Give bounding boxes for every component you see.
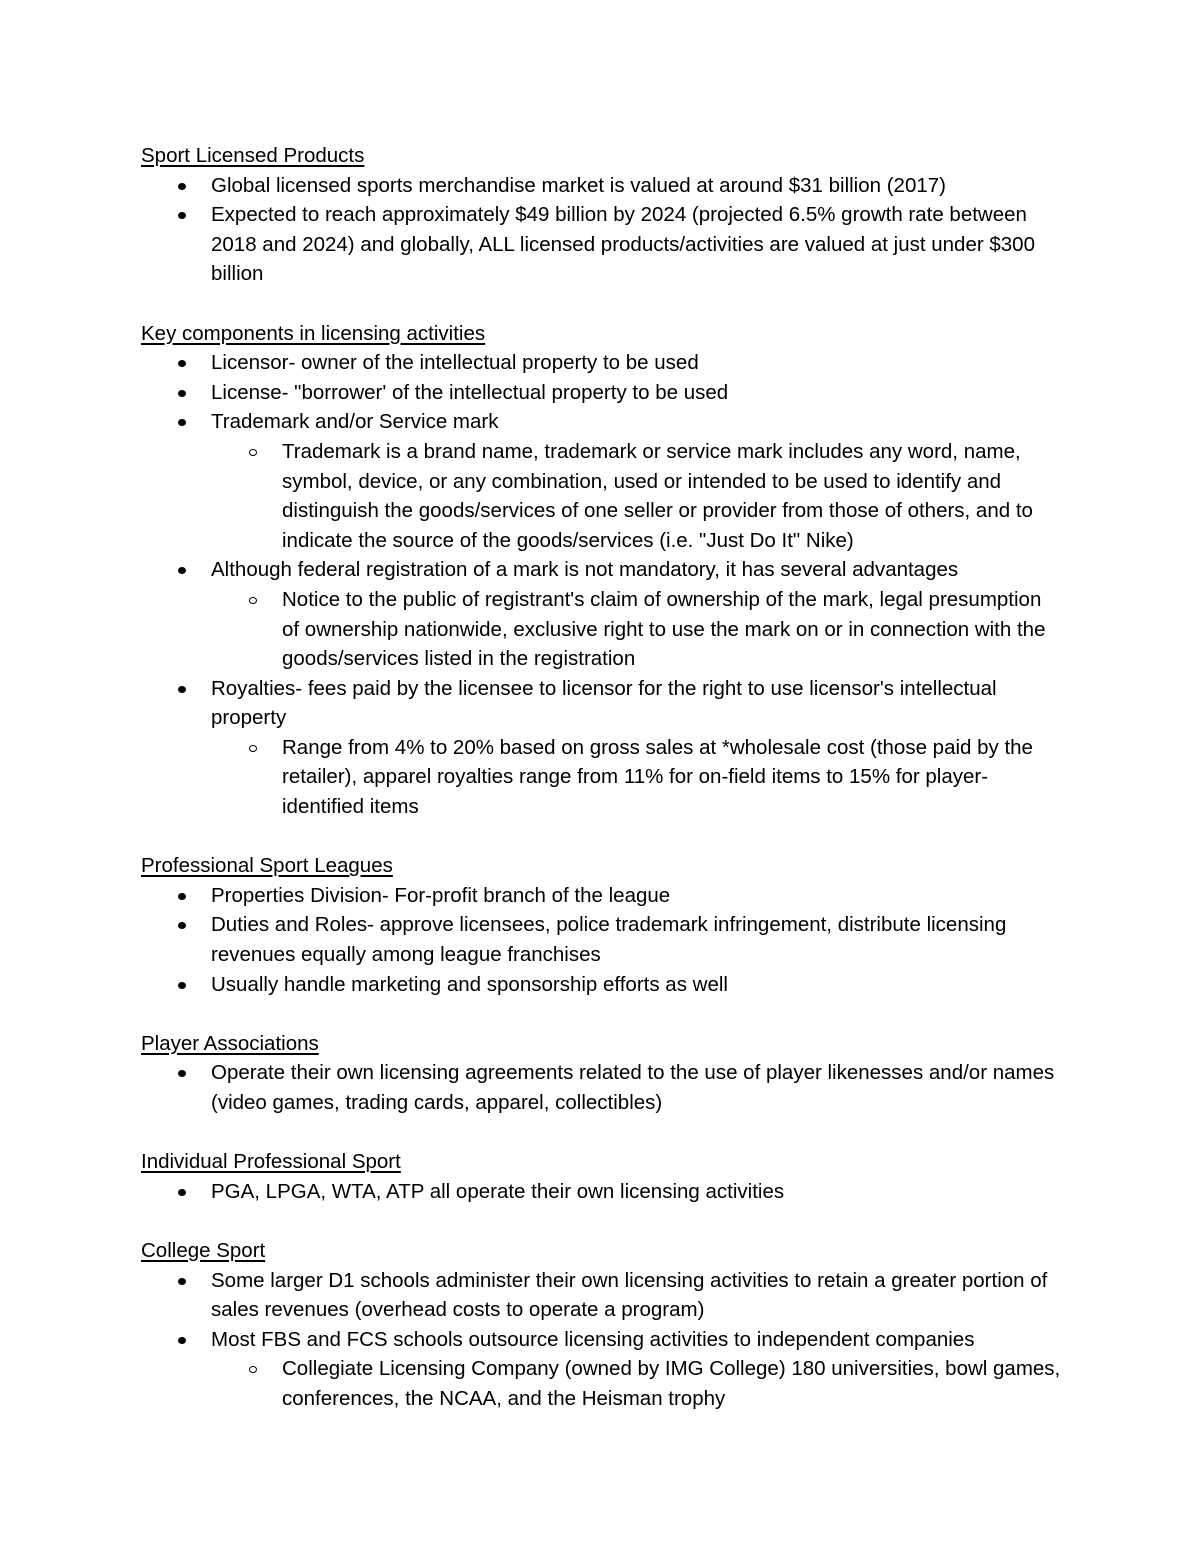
sub-bullet-item: Trademark is a brand name, trademark or service mark includes any word, name, symbol, device, or any combination, used or intended to be used to identify and distinguish the goods/services of one seller or provider from those of others, and to indicate the source of the goods/services (i.e. "Just Do It" Nike)	[141, 437, 1061, 555]
bullet-item: License- "borrower' of the intellectual property to be used	[141, 378, 1061, 408]
bullet-item: PGA, LPGA, WTA, ATP all operate their own licensing activities	[141, 1177, 1061, 1207]
section-heading: Individual Professional Sport	[141, 1150, 401, 1174]
bullet-item: Expected to reach approximately $49 billion by 2024 (projected 6.5% growth rate between 2018 and 2024) and globally, ALL licensed products/activities are valued at just under $300 billion	[141, 200, 1061, 289]
bullet-item: Operate their own licensing agreements related to the use of player likenesses and/or names (video games, trading cards, apparel, collectibles)	[141, 1058, 1061, 1117]
bullet-item: Trademark and/or Service mark	[141, 407, 1061, 437]
sub-bullet-item: Collegiate Licensing Company (owned by IMG College) 180 universities, bowl games, conferences, the NCAA, and the Heisman trophy	[141, 1354, 1061, 1413]
sub-bullet-item: Notice to the public of registrant's claim of ownership of the mark, legal presumption of ownership nationwide, exclusive right to use the mark on or in connection with the goods/services listed in the registration	[141, 585, 1061, 674]
section	[141, 319, 1061, 822]
bullet-list	[141, 348, 1061, 822]
bullet-item: Royalties- fees paid by the licensee to licensor for the right to use licensor's intellectual property	[141, 674, 1061, 733]
bullet-item: Licensor- owner of the intellectual property to be used	[141, 348, 1061, 378]
sub-bullet-list	[141, 437, 1061, 555]
bullet-item: Usually handle marketing and sponsorship efforts as well	[141, 970, 1061, 1000]
section	[141, 1147, 1061, 1206]
bullet-list	[141, 1177, 1061, 1207]
document-body	[141, 141, 1061, 1414]
section-heading: Sport Licensed Products	[141, 144, 365, 167]
bullet-list	[141, 171, 1061, 289]
section-heading: Key components in licensing activities	[141, 321, 486, 345]
section	[141, 1029, 1061, 1118]
sub-bullet-list	[141, 1354, 1061, 1413]
bullet-list	[141, 1266, 1061, 1414]
bullet-item: Although federal registration of a mark is not mandatory, it has several advantages	[141, 555, 1061, 585]
bullet-item: Most FBS and FCS schools outsource licensing activities to independent companies	[141, 1325, 1061, 1355]
section-heading: Professional Sport Leagues	[141, 854, 393, 878]
section	[141, 141, 1061, 289]
section-heading: Player Associations	[141, 1031, 319, 1055]
section	[141, 1236, 1061, 1414]
bullet-item: Some larger D1 schools administer their own licensing activities to retain a greater portion of sales revenues (overhead costs to operate a program)	[141, 1266, 1061, 1325]
sub-bullet-list	[141, 733, 1061, 822]
bullet-item: Properties Division- For-profit branch of the league	[141, 881, 1061, 911]
bullet-list	[141, 881, 1061, 999]
sub-bullet-list	[141, 585, 1061, 674]
bullet-list	[141, 1058, 1061, 1117]
sub-bullet-item: Range from 4% to 20% based on gross sales at *wholesale cost (those paid by the retailer), apparel royalties range from 11% for on-field items to 15% for player-identified items	[141, 733, 1061, 822]
bullet-item: Duties and Roles- approve licensees, police trademark infringement, distribute licensing revenues equally among league franchises	[141, 910, 1061, 969]
section	[141, 851, 1061, 999]
bullet-item: Global licensed sports merchandise market is valued at around $31 billion (2017)	[141, 171, 1061, 201]
section-heading: College Sport	[141, 1238, 266, 1262]
